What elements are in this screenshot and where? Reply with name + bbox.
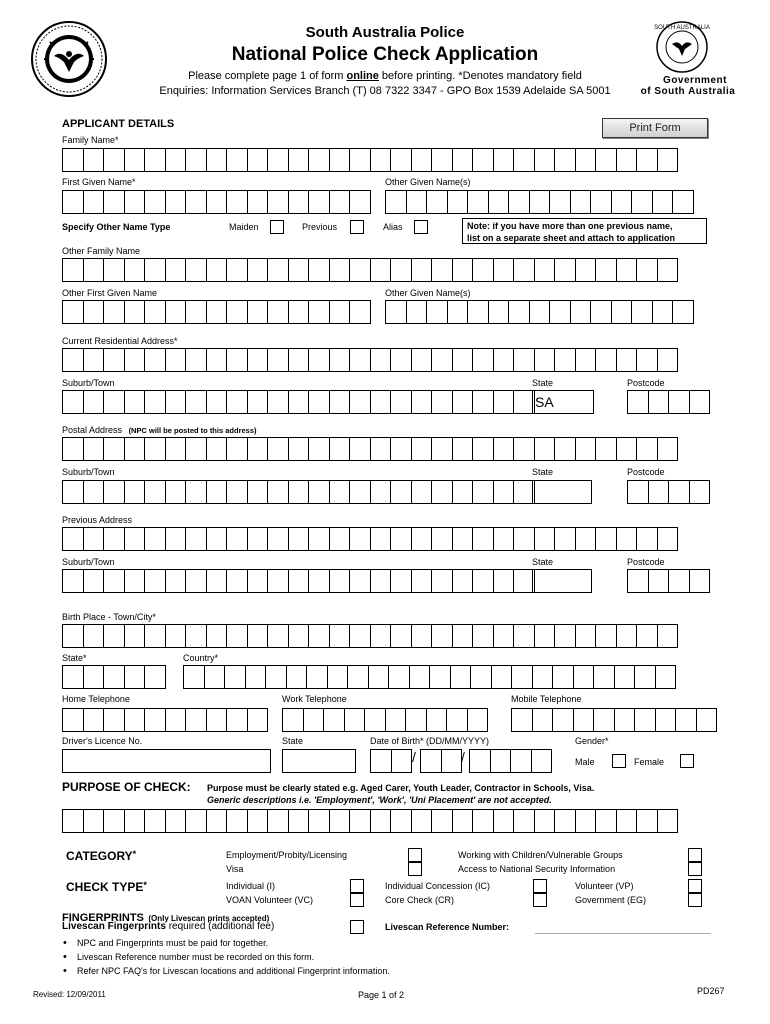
enquiries: Enquiries: Information Services Branch (T) 08 7322 3347 - GPO Box 1539 Adelaide SA 5001: [159, 85, 611, 97]
instr-online: online: [346, 70, 379, 82]
state3-input[interactable]: [532, 569, 592, 593]
label-postcode1: Postcode: [627, 378, 665, 388]
suburb1-boxes[interactable]: [62, 390, 535, 414]
label-family-name: Family Name*: [62, 135, 119, 145]
label-state3: State: [532, 557, 554, 567]
fingerprints-title-text: FINGERPRINTS: [62, 912, 144, 924]
type-voan-checkbox[interactable]: [350, 893, 364, 907]
cat-wwc-checkbox[interactable]: [688, 848, 702, 862]
cat-employment-checkbox[interactable]: [408, 848, 422, 862]
postcode3-boxes[interactable]: [627, 569, 710, 593]
bullet-2: • Livescan Reference number must be recorded on this form.: [77, 952, 314, 962]
label-cat-wwc: Working with Children/Vulnerable Groups: [458, 850, 623, 860]
label-cat-visa: Visa: [226, 864, 244, 874]
label-type-concession: Individual Concession (IC): [385, 881, 491, 891]
purpose-line1: Purpose must be clearly stated e.g. Aged Carer, Youth Leader, Contractor in Schools, Visa.: [207, 783, 595, 793]
label-state-star: State*: [62, 653, 87, 663]
label-state2: State: [532, 467, 554, 477]
label-cat-nsi: Access to National Security Information: [458, 864, 616, 874]
postal-note: (NPC will be posted to this address): [128, 426, 257, 435]
suburb2-boxes[interactable]: [62, 480, 535, 504]
label-postal-address: [62, 425, 257, 435]
label-state1: State: [532, 378, 554, 388]
cat-nsi-checkbox[interactable]: [688, 862, 702, 876]
label-work-tel: Work Telephone: [282, 694, 347, 704]
home-tel-boxes[interactable]: [62, 708, 268, 732]
label-gender: Gender*: [575, 736, 609, 746]
female-checkbox[interactable]: [680, 754, 694, 768]
label-postcode3: Postcode: [627, 557, 665, 567]
purpose-boxes[interactable]: [62, 809, 678, 833]
label-type-volunteer: Volunteer (VP): [575, 881, 634, 891]
state2-input[interactable]: [532, 480, 592, 504]
label-previous: Previous: [302, 222, 338, 232]
suburb3-boxes[interactable]: [62, 569, 535, 593]
label-male: Male: [575, 757, 595, 767]
previous-address-boxes[interactable]: [62, 527, 678, 551]
label-other-first-given: Other First Given Name: [62, 288, 158, 298]
livescan-ref-input[interactable]: [535, 932, 711, 934]
label-livescan-ref: Livescan Reference Number:: [385, 922, 510, 932]
type-volunteer-checkbox[interactable]: [688, 879, 702, 893]
birth-state-boxes[interactable]: [62, 665, 166, 689]
dob-year-boxes[interactable]: [469, 749, 552, 773]
label-cat-employment: Employment/Probity/Licensing: [226, 850, 348, 860]
label-dob: Date of Birth* (DD/MM/YYYY): [370, 736, 490, 746]
postal-address-text: Postal Address: [62, 425, 123, 435]
instr-pre: Please complete page 1 of form: [188, 70, 347, 82]
label-type-individual: Individual (I): [226, 881, 276, 891]
label-lic-state: State: [282, 736, 304, 746]
cat-visa-checkbox[interactable]: [408, 862, 422, 876]
label-specify-other: Specify Other Name Type: [62, 222, 171, 232]
male-checkbox[interactable]: [612, 754, 626, 768]
other-first-given-boxes[interactable]: [62, 300, 371, 324]
label-birth-place: Birth Place - Town/City*: [62, 612, 156, 622]
label-first-given: First Given Name*: [62, 177, 136, 187]
label-other-given: Other Given Name(s): [385, 177, 471, 187]
current-address-boxes[interactable]: [62, 348, 678, 372]
licence-state-input[interactable]: [282, 749, 356, 773]
label-other-family: Other Family Name: [62, 246, 141, 256]
mobile-tel-boxes[interactable]: [511, 708, 717, 732]
other-given-boxes[interactable]: [385, 190, 694, 214]
footer-code: PD267: [697, 986, 725, 996]
type-core-checkbox[interactable]: [533, 893, 547, 907]
label-suburb1: Suburb/Town: [62, 378, 115, 388]
previous-name-note: [462, 218, 707, 244]
dob-month-boxes[interactable]: [420, 749, 462, 773]
gov-line2: of South Australia: [640, 86, 736, 97]
country-boxes[interactable]: [183, 665, 676, 689]
bullet-3: • Refer NPC FAQ's for Livescan locations and additional Fingerprint information.: [77, 966, 390, 976]
purpose-line2: Generic descriptions i.e. 'Employment', 'Work', 'Uni Placement' are not accepted.: [207, 795, 552, 805]
gov-sa-logo: [650, 20, 714, 74]
label-home-tel: Home Telephone: [62, 694, 130, 704]
postcode2-boxes[interactable]: [627, 480, 710, 504]
livescan-bold: Livescan Fingerprints: [62, 921, 166, 932]
fingerprints-title-note: (Only Livescan prints accepted): [148, 914, 270, 923]
label-country: Country*: [183, 653, 219, 663]
state1-input[interactable]: [532, 390, 594, 414]
label-type-government: Government (EG): [575, 895, 647, 905]
work-tel-boxes[interactable]: [282, 708, 488, 732]
note-line2: list on a separate sheet and attach to application: [467, 233, 676, 243]
category-title-text: CATEGORY: [66, 849, 133, 863]
bullet-1: • NPC and Fingerprints must be paid for together.: [77, 938, 268, 948]
footer-revised: Revised: 12/09/2011: [33, 990, 106, 999]
label-female: Female: [634, 757, 665, 767]
label-licence: Driver's Licence No.: [62, 736, 143, 746]
dob-day-boxes[interactable]: [370, 749, 412, 773]
postal-address-boxes[interactable]: [62, 437, 678, 461]
label-other-given2: Other Given Name(s): [385, 288, 471, 298]
livescan-rest: required (additional fee): [165, 921, 275, 932]
note-line1: Note: if you have more than one previous name,: [467, 221, 673, 231]
check-type-title-text: CHECK TYPE: [66, 880, 144, 894]
label-suburb3: Suburb/Town: [62, 557, 115, 567]
other-given2-boxes[interactable]: [385, 300, 694, 324]
family-name-boxes[interactable]: [62, 148, 678, 172]
label-type-core: Core Check (CR): [385, 895, 455, 905]
other-family-boxes[interactable]: [62, 258, 678, 282]
label-alias: Alias: [383, 222, 403, 232]
label-current-address: Current Residential Address*: [62, 336, 178, 346]
footer-page: Page 1 of 2: [358, 990, 405, 1000]
category-title: [66, 849, 136, 863]
first-given-boxes[interactable]: [62, 190, 371, 214]
check-type-title: [66, 880, 147, 894]
org-name: South Australia Police: [305, 24, 465, 41]
type-individual-checkbox[interactable]: [350, 879, 364, 893]
print-form-label: Print Form: [629, 122, 681, 134]
livescan-line: [62, 921, 274, 932]
category-star: *: [132, 849, 137, 859]
state1-value: SA: [535, 394, 554, 410]
seal-text: SOUTH AUSTRALIA: [654, 25, 710, 31]
maiden-checkbox[interactable]: [270, 220, 284, 234]
dob-slash-1: /: [412, 749, 416, 765]
label-maiden: Maiden: [229, 222, 259, 232]
previous-checkbox[interactable]: [350, 220, 364, 234]
label-mobile-tel: Mobile Telephone: [511, 694, 582, 704]
type-concession-checkbox[interactable]: [533, 879, 547, 893]
page-title: National Police Check Application: [231, 44, 539, 65]
birth-place-boxes[interactable]: [62, 624, 678, 648]
label-previous-address: Previous Address: [62, 515, 133, 525]
label-type-voan: VOAN Volunteer (VC): [226, 895, 314, 905]
dob-slash-2: /: [461, 749, 465, 765]
livescan-checkbox[interactable]: [350, 920, 364, 934]
gov-line1: Government: [663, 75, 727, 86]
instr-post: before printing. *Denotes mandatory field: [378, 70, 582, 82]
check-type-star: *: [143, 880, 147, 890]
label-postcode2: Postcode: [627, 467, 665, 477]
purpose-title: PURPOSE OF CHECK:: [62, 780, 191, 794]
print-form-button[interactable]: [602, 118, 708, 138]
alias-checkbox[interactable]: [414, 220, 428, 234]
section-title-applicant: APPLICANT DETAILS: [62, 118, 175, 130]
licence-input[interactable]: [62, 749, 271, 773]
type-government-checkbox[interactable]: [688, 893, 702, 907]
postcode1-boxes[interactable]: [627, 390, 710, 414]
label-suburb2: Suburb/Town: [62, 467, 115, 477]
